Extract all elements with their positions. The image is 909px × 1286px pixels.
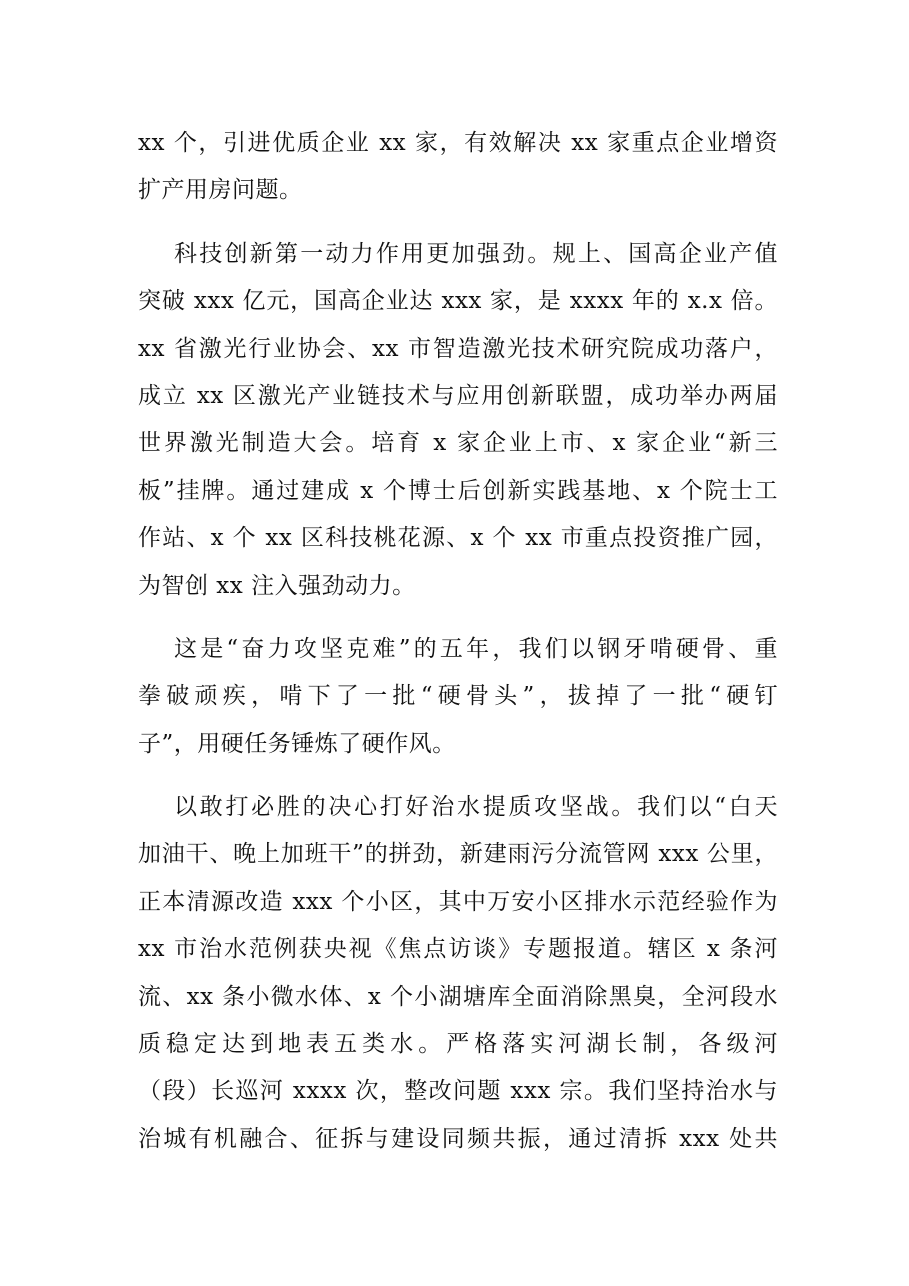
paragraph: [138, 120, 778, 215]
text-line: 作站、x 个 xx 区科技桃花源、x 个 xx 市重点投资推广园，: [138, 525, 778, 552]
text-line: 治城有机融合、征拆与建设同频共振，通过清拆 xxx 处共: [138, 1125, 778, 1152]
text-line: 成立 xx 区激光产业链技术与应用创新联盟，成功举办两届: [138, 382, 778, 409]
paragraph: [138, 231, 778, 610]
text-line: xx 省激光行业协会、xx 市智造激光技术研究院成功落户，: [138, 335, 778, 362]
paragraph-gap: [138, 215, 778, 231]
text-line: 科技创新第一动力作用更加强劲。规上、国高企业产值: [174, 240, 778, 267]
text-line: 加油干、晚上加班干”的拼劲，新建雨污分流管网 xxx 公里，: [138, 841, 778, 868]
text-line: 扩产用房问题。: [138, 177, 303, 204]
paragraph-gap: [138, 610, 778, 626]
document-body: [138, 120, 778, 1163]
text-line: 以敢打必胜的决心打好治水提质攻坚战。我们以“白天: [174, 794, 778, 821]
text-line: xx 市治水范例获央视《焦点访谈》专题报道。辖区 x 条河: [138, 936, 778, 963]
paragraph: [138, 626, 778, 768]
text-line: 世界激光制造大会。培育 x 家企业上市、x 家企业“新三: [138, 430, 778, 457]
text-line: 突破 xxx 亿元，国高企业达 xxx 家，是 xxxx 年的 x.x 倍。: [138, 288, 778, 315]
text-line: xx 个，引进优质企业 xx 家，有效解决 xx 家重点企业增资: [138, 130, 778, 156]
text-line: 板”挂牌。通过建成 x 个博士后创新实践基地、x 个院士工: [138, 477, 778, 504]
text-line: 为智创 xx 注入强劲动力。: [138, 572, 416, 599]
paragraph-gap: [138, 768, 778, 784]
text-line: 子”，用硬任务锤炼了硬作风。: [138, 730, 456, 757]
text-line: （段）长巡河 xxxx 次，整改问题 xxx 宗。我们坚持治水与: [138, 1078, 778, 1105]
text-line: 这是“奋力攻坚克难”的五年，我们以钢牙啃硬骨、重: [174, 635, 778, 662]
text-line: 拳破顽疾，啃下了一批“硬骨头”，拔掉了一批“硬钉: [138, 683, 778, 710]
paragraph: [138, 784, 778, 1163]
text-line: 正本清源改造 xxx 个小区，其中万安小区排水示范经验作为: [138, 888, 778, 915]
text-line: 质稳定达到地表五类水。严格落实河湖长制，各级河: [138, 1031, 778, 1058]
text-line: 流、xx 条小微水体、x 个小湖塘库全面消除黑臭，全河段水: [138, 983, 778, 1010]
